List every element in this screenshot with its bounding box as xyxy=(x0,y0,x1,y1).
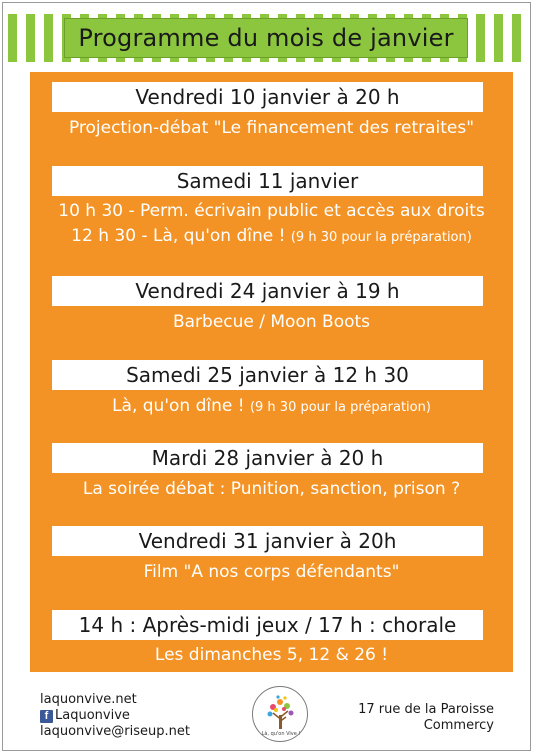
event-description xyxy=(30,226,513,246)
events-panel xyxy=(30,72,513,672)
website-link[interactable]: laquonvive.net xyxy=(40,692,137,707)
event-description: 10 h 30 - Perm. écrivain public et accès aux droits xyxy=(58,201,485,221)
facebook-link[interactable] xyxy=(40,708,190,724)
event-description: Projection-débat "Le financement des retraites" xyxy=(68,118,475,138)
event-description xyxy=(30,396,513,416)
email-link[interactable]: laquonvive@riseup.net xyxy=(40,724,190,739)
event-description: Film "A nos corps défendants" xyxy=(143,562,400,582)
event-note: (9 h 30 pour la préparation) xyxy=(290,230,472,245)
event-description: Les dimanches 5, 12 & 26 ! xyxy=(154,645,389,665)
title-box xyxy=(64,18,468,58)
event-date-box xyxy=(52,526,483,556)
contact-info xyxy=(40,692,190,740)
event-date-box xyxy=(52,443,483,473)
association-logo xyxy=(252,686,308,742)
event-date: Vendredi 10 janvier à 20 h xyxy=(135,85,400,109)
event-date-box xyxy=(52,166,483,196)
event-date-box xyxy=(52,276,483,306)
address xyxy=(352,702,494,734)
event-date: Mardi 28 janvier à 20 h xyxy=(151,446,384,470)
facebook-icon: f xyxy=(40,710,53,723)
event-description: Barbecue / Moon Boots xyxy=(172,312,371,332)
event-date: Vendredi 24 janvier à 19 h xyxy=(135,279,400,303)
event-note: (9 h 30 pour la préparation) xyxy=(249,400,431,415)
event-line-text: Là, qu'on dîne ! xyxy=(112,396,245,416)
header-band xyxy=(8,14,524,62)
event-date-box xyxy=(52,82,483,112)
logo-text: Là, qu'on Vive ! xyxy=(261,731,301,737)
address-street: 17 rue de la Paroisse xyxy=(358,702,494,717)
address-city: Commercy xyxy=(423,718,494,733)
facebook-label: Laquonvive xyxy=(55,708,130,723)
event-date: Samedi 11 janvier xyxy=(176,169,359,193)
page-title: Programme du mois de janvier xyxy=(78,24,454,52)
event-description: La soirée débat : Punition, sanction, prison ? xyxy=(82,479,461,499)
event-date-box xyxy=(52,610,483,640)
event-date-box xyxy=(52,360,483,390)
event-date: Samedi 25 janvier à 12 h 30 xyxy=(126,363,409,387)
event-date: Vendredi 31 janvier à 20h xyxy=(138,529,397,553)
event-date: 14 h : Après-midi jeux / 17 h : chorale xyxy=(78,613,457,637)
event-line-text: 12 h 30 - Là, qu'on dîne ! xyxy=(71,226,286,246)
